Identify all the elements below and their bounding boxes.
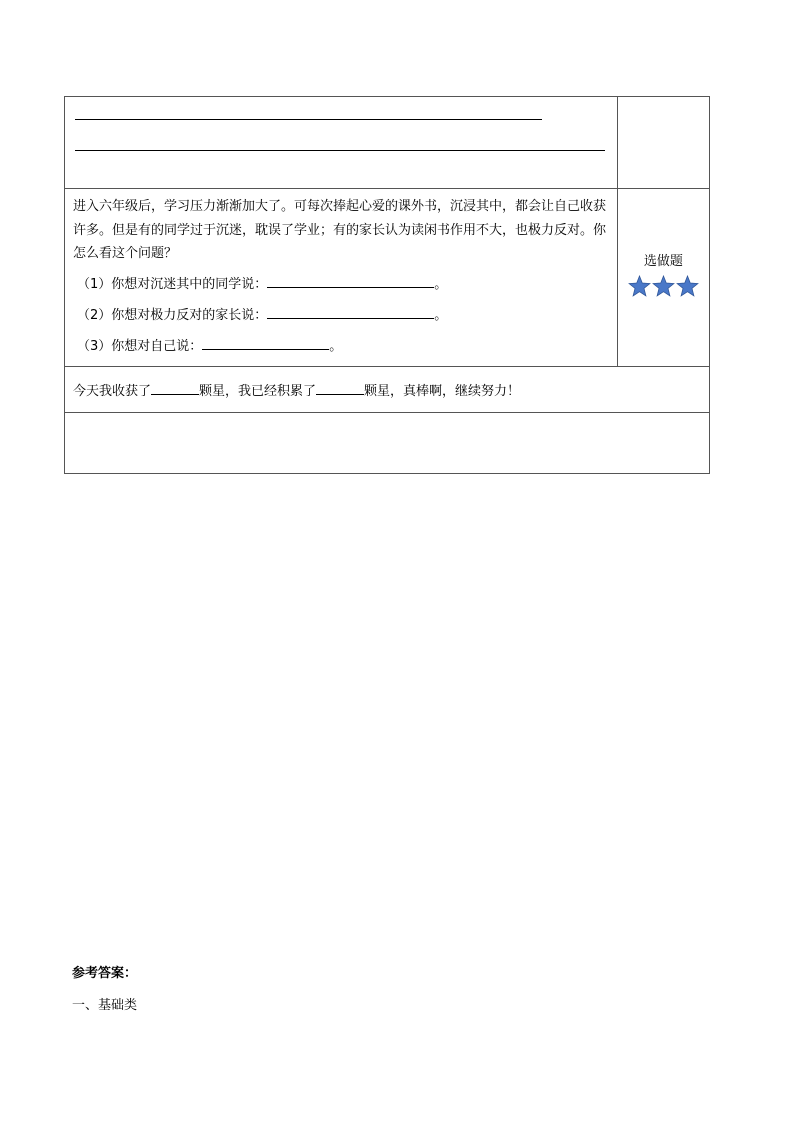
- question-3: [73, 331, 609, 362]
- answer-line-2[interactable]: [75, 150, 605, 151]
- question-2: [73, 300, 609, 331]
- star-icon: [652, 275, 675, 297]
- summary-text-3: 颗星，真棒啊，继续努力！: [364, 383, 521, 399]
- question-1-blank[interactable]: [267, 274, 434, 288]
- question-2-blank[interactable]: [267, 305, 434, 319]
- question-3-blank[interactable]: [202, 336, 329, 350]
- question-1-prompt: （1）你想对沉迷其中的同学说：: [77, 276, 268, 292]
- stars-total-blank[interactable]: [316, 382, 364, 395]
- question-3-end: 。: [329, 338, 343, 354]
- difficulty-cell: [617, 189, 709, 367]
- answer-key-title: 参考答案：: [72, 966, 138, 981]
- worksheet-table: [64, 96, 710, 474]
- empty-cell: [65, 412, 710, 473]
- star-icon: [628, 275, 651, 297]
- optional-question-row: [65, 189, 710, 367]
- question-3-prompt: （3）你想对自己说：: [77, 338, 203, 354]
- summary-row: [65, 366, 710, 412]
- star-icon: [676, 275, 699, 297]
- question-1-end: 。: [434, 276, 448, 292]
- answer-lines-row: [65, 97, 710, 189]
- reading-passage: 进入六年级后，学习压力渐渐加大了。可每次捧起心爱的课外书，沉浸其中，都会让自己收获许多。但是有的同学过于沉迷，耽误了学业；有的家长认为读闲书作用不大，也极力反对。你怎么看这个问题？: [73, 199, 607, 261]
- side-cell-empty: [617, 97, 709, 189]
- summary-cell: [65, 366, 710, 412]
- star-rating: [628, 275, 699, 297]
- answer-line-1[interactable]: [75, 119, 542, 120]
- summary-text-1: 今天我收获了: [73, 383, 152, 399]
- question-2-end: 。: [434, 307, 448, 323]
- question-2-prompt: （2）你想对极力反对的家长说：: [77, 307, 268, 323]
- summary-text-2: 颗星，我已经积累了: [199, 383, 317, 399]
- answer-section-heading: 一、基础类: [72, 998, 138, 1013]
- stars-earned-blank[interactable]: [151, 382, 199, 395]
- answer-lines-cell: [65, 97, 618, 189]
- optional-label: 选做题: [643, 254, 683, 270]
- question-cell: [65, 189, 618, 367]
- empty-row: [65, 412, 710, 473]
- question-1: [73, 269, 609, 300]
